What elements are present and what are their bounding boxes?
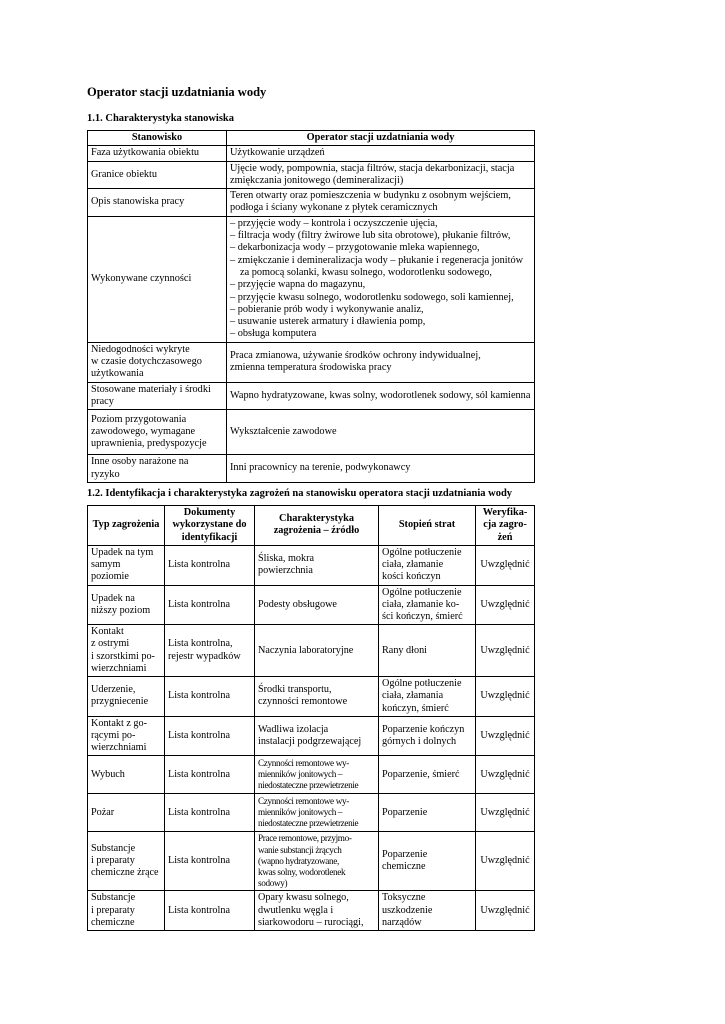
hazard-cell-text: Uwzględnić <box>480 644 530 656</box>
hazard-cell-text: samym <box>91 559 121 571</box>
hazard-cell-text: Substancje <box>91 843 136 855</box>
row-label-text: Poziom przygotowania <box>91 413 187 425</box>
hazard-cell-text: Kontakt z go- <box>91 717 148 729</box>
hazard-cell-c5 <box>476 545 535 585</box>
hazard-cell-c1 <box>88 625 165 677</box>
hazard-cell-c3 <box>255 585 379 625</box>
table-row <box>88 161 535 189</box>
hazard-cell-text: rejestr wypadków <box>168 650 241 662</box>
hazard-cell-text: Lista kontrolna <box>168 768 230 780</box>
row-value-text: Inni pracownicy na terenie, podwykonawcy <box>230 462 411 474</box>
section-2-heading: 1.2. Identyfikacja i charakterystyka zagrożeń na stanowisku operatora stacji uzdatniania wody <box>87 488 513 499</box>
hazard-cell-c2 <box>165 891 255 931</box>
hazard-cell-text: Poparzenie, śmierć <box>382 768 460 780</box>
table-row <box>88 410 535 455</box>
hazard-cell-text: Lista kontrolna, <box>168 638 233 650</box>
hazard-cell-c4 <box>379 545 476 585</box>
hazard-cell-text: Podesty obsługowe <box>258 598 337 610</box>
hazard-cell-c2 <box>165 716 255 756</box>
column-header-text: Dokumenty <box>183 507 236 518</box>
hazard-cell-text: uszkodzenie <box>382 904 433 916</box>
hazard-cell-text: Lista kontrolna <box>168 904 230 916</box>
row-label-cell <box>88 161 227 189</box>
hazard-cell-c3 <box>255 756 379 794</box>
hazard-cell-text: Poparzenie <box>382 849 428 861</box>
row-value-text: – przyjęcie wapna do magazynu, <box>230 279 366 291</box>
hazard-cell-text: i preparaty <box>91 855 135 867</box>
hazard-cell-text: wanie substancji żrących <box>258 844 342 855</box>
hazard-cell-text: Uwzględnić <box>480 768 530 780</box>
hazard-cell-text: ciała, złamanie ko- <box>382 598 460 610</box>
section-1-heading: 1.1. Charakterystyka stanowiska <box>87 113 235 124</box>
column-header-text: Stopień strat <box>398 519 456 531</box>
hazard-cell-c3 <box>255 545 379 585</box>
row-value-text: – filtracja wody (filtry żwirowe lub sita obrotowe), płukanie filtrów, <box>230 230 511 242</box>
row-label-text: zawodowego, wymagane <box>91 426 196 438</box>
row-label-cell <box>88 342 227 382</box>
hazard-cell-c1 <box>88 585 165 625</box>
hazard-cell-text: siarkowodoru – rurociągi, <box>258 916 364 928</box>
column-header <box>88 506 165 546</box>
row-label-text: Faza użytkowania obiektu <box>91 147 200 159</box>
column-header <box>255 506 379 546</box>
hazard-cell-c4 <box>379 677 476 717</box>
hazard-cell-c2 <box>165 585 255 625</box>
hazard-cell-text: Ogólne potłuczenie <box>382 678 462 690</box>
row-label-cell <box>88 410 227 455</box>
hazard-cell-text: Lista kontrolna <box>168 690 230 702</box>
hazard-cell-text: górnych i dolnych <box>382 736 457 748</box>
hazard-cell-c3 <box>255 794 379 832</box>
hazard-cell-text: Uwzględnić <box>480 729 530 741</box>
column-header-text: zagrożenia – źródło <box>273 525 360 537</box>
hazard-cell-c4 <box>379 891 476 931</box>
table-row <box>88 342 535 382</box>
hazard-cell-text: Lista kontrolna <box>168 559 230 571</box>
hazard-cell-c5 <box>476 891 535 931</box>
hazard-cell-c2 <box>165 794 255 832</box>
row-value-text: – przyjęcie wody – kontrola i oczyszczenie ujęcia, <box>230 217 438 229</box>
hazard-cell-text: Uwzględnić <box>480 855 530 867</box>
hazard-cell-text: Lista kontrolna <box>168 729 230 741</box>
hazard-cell-c4 <box>379 756 476 794</box>
hazard-cell-c4 <box>379 585 476 625</box>
row-value-cell <box>227 216 535 342</box>
row-value-text: Praca zmianowa, używanie środków ochrony indywidualnej, <box>230 349 481 361</box>
row-label-text: uprawnienia, predyspozycje <box>91 438 207 450</box>
table-header-row <box>88 506 535 546</box>
row-value-text: zmienna temperatura środowiska pracy <box>230 362 392 374</box>
row-label-text: Niedogodności wykryte <box>91 343 190 355</box>
hazard-cell-text: kości kończyn <box>382 571 441 583</box>
hazard-cell-c3 <box>255 832 379 891</box>
row-label-text: Inne osoby narażone na <box>91 456 189 468</box>
row-label-text: Opis stanowiska pracy <box>91 196 185 208</box>
row-value-text: – zmiękczanie i demineralizacja wody – płukanie i regeneracja jonitów za pomocą solanki, kwasu solnego, wodorotlenku sodowego, <box>230 254 524 278</box>
hazard-cell-text: czynności remontowe <box>258 696 348 708</box>
hazard-cell-text: Ogólne potłuczenie <box>382 586 462 598</box>
hazard-identification-table <box>87 505 535 931</box>
hazard-cell-text: Poparzenie <box>382 806 428 818</box>
row-value-text: – obsługa komputera <box>230 328 317 340</box>
row-value-text: Ujęcie wody, pompownia, stacja filtrów, stacja dekarbonizacji, stacja zmiękczania jonitowego (demineralizacji) <box>230 162 515 186</box>
column-header-text: wykorzystane do <box>172 519 247 531</box>
hazard-cell-text: ciała, złamanie <box>382 559 444 571</box>
hazard-cell-c5 <box>476 832 535 891</box>
hazard-cell-text: Kontakt <box>91 626 124 638</box>
row-label-cell <box>88 382 227 410</box>
row-value-text: – usuwanie usterek armatury i dławienia pomp, <box>230 316 426 328</box>
hazard-cell-c3 <box>255 716 379 756</box>
hazard-cell-c4 <box>379 832 476 891</box>
hazard-cell-text: narządów <box>382 916 422 928</box>
column-header <box>379 506 476 546</box>
hazard-cell-text: Opary kwasu solnego, <box>258 892 349 904</box>
hazard-cell-text: i szorstkimi po- <box>91 650 155 662</box>
table-header-row <box>88 131 535 146</box>
hazard-cell-text: chemiczne żrące <box>91 867 159 879</box>
hazard-cell-c1 <box>88 832 165 891</box>
table-row <box>88 756 535 794</box>
row-label-text: użytkowania <box>91 368 144 380</box>
table-row <box>88 585 535 625</box>
hazard-cell-text: Lista kontrolna <box>168 598 230 610</box>
hazard-cell-c2 <box>165 625 255 677</box>
table-row <box>88 216 535 342</box>
row-value-text: – pobieranie prób wody i wykonywanie analiz, <box>230 303 424 315</box>
hazard-cell-c5 <box>476 756 535 794</box>
hazard-cell-text: Poparzenie kończyn <box>382 723 465 735</box>
workstation-characteristics-table <box>87 130 535 483</box>
hazard-cell-text: Ogólne potłuczenie <box>382 546 462 558</box>
hazard-cell-text: chemiczne <box>91 916 135 928</box>
table-row <box>88 832 535 891</box>
row-value-cell <box>227 146 535 161</box>
hazard-cell-text: (wapno hydratyzowane, <box>258 855 339 866</box>
column-header-text: żeń <box>497 531 513 543</box>
hazard-cell-text: dwutlenku węgla i <box>258 904 334 916</box>
hazard-cell-text: przygniecenie <box>91 696 149 708</box>
table-row <box>88 146 535 161</box>
hazard-cell-c5 <box>476 625 535 677</box>
hazard-cell-text: Rany dłoni <box>382 644 427 656</box>
hazard-cell-c5 <box>476 716 535 756</box>
hazard-cell-text: Uwzględnić <box>480 598 530 610</box>
column-header-text: identyfikacji <box>181 531 238 543</box>
hazard-cell-text: rącymi po- <box>91 729 136 741</box>
hazard-cell-text: niedostateczne przewietrzenie <box>258 818 359 829</box>
row-value-cell <box>227 342 535 382</box>
header-cell: Operator stacji uzdatniania wody <box>227 131 535 146</box>
row-value-cell <box>227 189 535 217</box>
row-value-text: Wapno hydratyzowane, kwas solny, wodorotlenek sodowy, sól kamienna <box>230 389 531 401</box>
hazard-cell-c1 <box>88 545 165 585</box>
row-label-text: Stosowane materiały i środki pracy <box>91 383 211 407</box>
hazard-cell-text: Uderzenie, <box>91 684 136 696</box>
row-label-text: w czasie dotychczasowego <box>91 356 202 368</box>
hazard-cell-text: Naczynia laboratoryjne <box>258 644 354 656</box>
hazard-cell-text: Czynności remontowe wy- <box>258 758 349 769</box>
table-row <box>88 455 535 483</box>
hazard-cell-text: z ostrymi <box>91 638 130 650</box>
row-label-cell <box>88 189 227 217</box>
table-row <box>88 189 535 217</box>
hazard-cell-c1 <box>88 756 165 794</box>
hazard-cell-c4 <box>379 794 476 832</box>
hazard-cell-c3 <box>255 677 379 717</box>
hazard-cell-text: Substancje <box>91 892 136 904</box>
row-label-text: ryzyko <box>91 468 120 480</box>
hazard-cell-text: Upadek na <box>91 592 135 604</box>
row-label-cell <box>88 216 227 342</box>
hazard-cell-text: Lista kontrolna <box>168 855 230 867</box>
hazard-cell-text: sodowy) <box>258 878 288 889</box>
hazard-cell-c2 <box>165 545 255 585</box>
hazard-cell-text: Uwzględnić <box>480 690 530 702</box>
row-value-text: Wykształcenie zawodowe <box>230 426 337 438</box>
hazard-cell-text: ści kończyn, śmierć <box>382 610 463 622</box>
hazard-cell-text: niedostateczne przewietrzenie <box>258 780 359 791</box>
table-row <box>88 625 535 677</box>
header-cell: Stanowisko <box>88 131 227 146</box>
hazard-cell-text: instalacji podgrzewającej <box>258 736 362 748</box>
table-row <box>88 545 535 585</box>
hazard-cell-text: mienników jonitowych – <box>258 769 343 780</box>
hazard-cell-text: wierzchniami <box>91 742 147 754</box>
hazard-cell-text: wierzchniami <box>91 662 147 674</box>
hazard-cell-text: kwas solny, wodorotlenek <box>258 866 346 877</box>
hazard-cell-c5 <box>476 794 535 832</box>
hazard-cell-text: Wybuch <box>91 768 125 780</box>
hazard-cell-c5 <box>476 585 535 625</box>
table-row <box>88 891 535 931</box>
row-label-cell <box>88 146 227 161</box>
row-label-cell <box>88 455 227 483</box>
hazard-cell-c1 <box>88 891 165 931</box>
row-value-text: – przyjęcie kwasu solnego, wodorotlenku sodowego, soli kamiennej, <box>230 291 514 303</box>
hazard-cell-text: i preparaty <box>91 904 135 916</box>
row-value-text: Użytkowanie urządzeń <box>230 147 325 159</box>
hazard-cell-c2 <box>165 756 255 794</box>
hazard-cell-text: Czynności remontowe wy- <box>258 796 349 807</box>
hazard-cell-text: mienników jonitowych – <box>258 807 343 818</box>
hazard-cell-text: Wadliwa izolacja <box>258 723 329 735</box>
row-value-cell <box>227 410 535 455</box>
hazard-cell-c5 <box>476 677 535 717</box>
column-header <box>476 506 535 546</box>
hazard-cell-c2 <box>165 832 255 891</box>
table-row <box>88 382 535 410</box>
table-row <box>88 794 535 832</box>
hazard-cell-c2 <box>165 677 255 717</box>
column-header <box>165 506 255 546</box>
hazard-cell-text: Toksyczne <box>382 892 426 904</box>
hazard-cell-c3 <box>255 625 379 677</box>
row-label-text: Wykonywane czynności <box>91 273 192 285</box>
page-title: Operator stacji uzdatniania wody <box>87 85 267 99</box>
hazard-cell-text: Upadek na tym <box>91 546 154 558</box>
hazard-cell-text: ciała, złamania <box>382 690 444 702</box>
table-row <box>88 677 535 717</box>
row-value-cell <box>227 382 535 410</box>
hazard-cell-c1 <box>88 794 165 832</box>
hazard-cell-text: Prace remontowe, przyjmo- <box>258 833 352 844</box>
row-value-text: Teren otwarty oraz pomieszczenia w budynku z osobnym wejściem, podłoga i ściany wykonane z płytek ceramicznych <box>230 190 511 214</box>
hazard-cell-c4 <box>379 716 476 756</box>
hazard-cell-c1 <box>88 677 165 717</box>
hazard-cell-text: poziomie <box>91 571 129 583</box>
hazard-cell-text: Uwzględnić <box>480 806 530 818</box>
hazard-cell-text: Uwzględnić <box>480 559 530 571</box>
row-value-text: – dekarbonizacja wody – przygotowanie mleka wapiennego, <box>230 242 480 254</box>
hazard-cell-c4 <box>379 625 476 677</box>
hazard-cell-text: Pożar <box>91 806 115 818</box>
hazard-cell-text: kończyn, śmierć <box>382 702 449 714</box>
hazard-cell-text: powierzchnia <box>258 565 313 577</box>
row-value-cell <box>227 455 535 483</box>
hazard-cell-text: Środki transportu, <box>258 684 332 696</box>
column-header-text: Weryfika- <box>482 507 528 518</box>
hazard-cell-c3 <box>255 891 379 931</box>
hazard-cell-text: niższy poziom <box>91 604 151 616</box>
hazard-cell-text: Lista kontrolna <box>168 806 230 818</box>
hazard-cell-c1 <box>88 716 165 756</box>
hazard-cell-text: chemiczne <box>382 861 426 873</box>
row-value-cell <box>227 161 535 189</box>
hazard-cell-text: Śliska, mokra <box>258 552 315 564</box>
hazard-cell-text: Uwzględnić <box>480 904 530 916</box>
row-label-text: Granice obiektu <box>91 168 158 180</box>
table-row <box>88 716 535 756</box>
column-header-text: cja zagro- <box>483 519 527 531</box>
column-header-text: Typ zagrożenia <box>92 519 160 531</box>
column-header-text: Charakterystyka <box>279 513 354 525</box>
